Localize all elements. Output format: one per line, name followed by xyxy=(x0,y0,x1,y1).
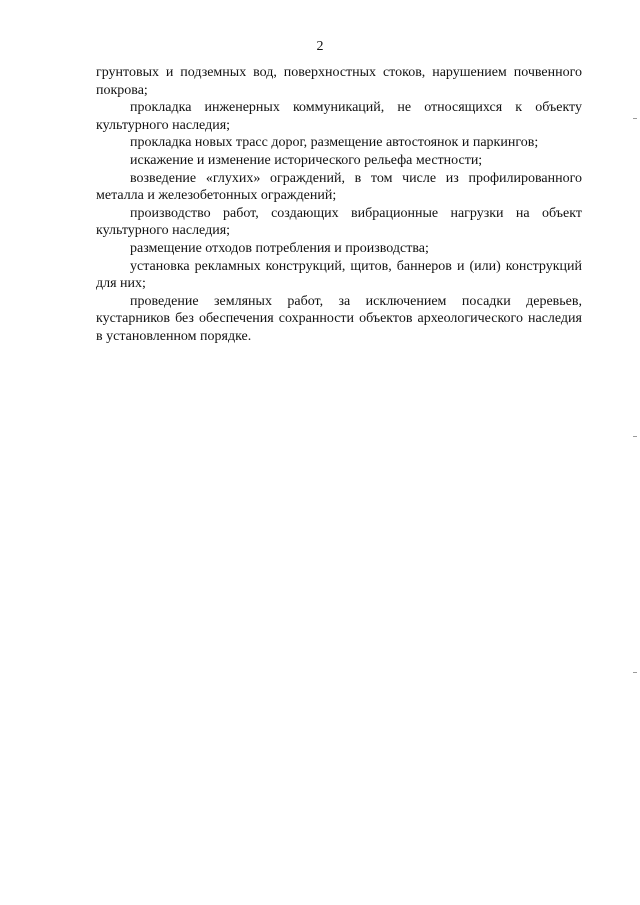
paragraph: прокладка новых трасс дорог, размещение автостоянок и паркингов; xyxy=(130,135,539,151)
scan-edge-mark xyxy=(633,672,637,673)
paragraph: прокладка инженерных коммуникаций, не относящихся к объекту культурного наследия; xyxy=(96,100,582,133)
paragraph: возведение «глухих» ограждений, в том числе из профилированного металла и железобетонных ограждений; xyxy=(96,170,582,204)
paragraph: искажение и изменение исторического рельефа местности; xyxy=(130,152,483,168)
paragraph: проведение земляных работ, за исключением посадки деревьев, кустарников без обеспечения сохранности объектов археологического наследия в установленном порядке. xyxy=(96,293,582,344)
paragraph: производство работ, создающих вибрационные нагрузки на объект культурного наследия; xyxy=(96,205,582,239)
paragraph: размещение отходов потребления и производства; xyxy=(130,240,429,256)
scan-edge-mark xyxy=(633,118,637,119)
paragraph: грунтовых и подземных вод, поверхностных стоков, нарушением почвенного покрова; xyxy=(96,65,582,98)
paragraph: установка рекламных конструкций, щитов, баннеров и (или) конструкций для них; xyxy=(96,258,582,292)
document-body xyxy=(96,64,582,346)
page-number: 2 xyxy=(316,39,324,54)
scan-edge-mark xyxy=(633,436,637,437)
